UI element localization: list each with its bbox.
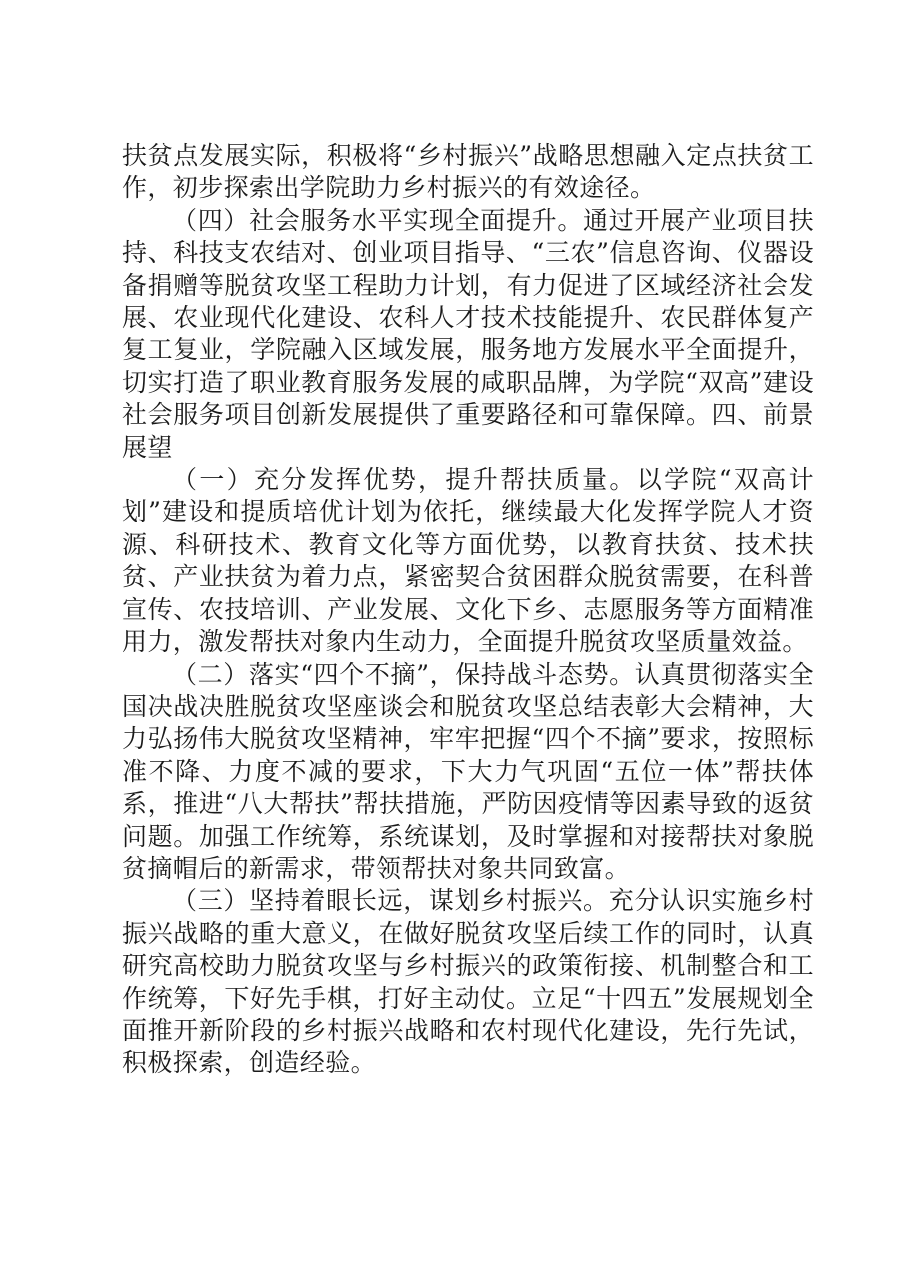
- paragraph-4: （二）落实“四个不摘”，保持战斗态势。认真贯彻落实全国决战决胜脱贫攻坚座谈会和脱贫攻坚总结表彰大会精神，大力弘扬伟大脱贫攻坚精神，牢牢把握“四个不摘”要求，按照标准不降、力度不减的要求，下大力气巩固“五位一体”帮扶体系，推进“八大帮扶”帮扶措施，严防因疫情等因素导致的返贫问题。加强工作统筹，系统谋划，及时掌握和对接帮扶对象脱贫摘帽后的新需求，带领帮扶对象共同致富。: [122, 659, 814, 883]
- document-body: [122, 140, 814, 1080]
- paragraph-2: （四）社会服务水平实现全面提升。通过开展产业项目扶持、科技支农结对、创业项目指导、“三农”信息咨询、仪器设备捐赠等脱贫攻坚工程助力计划，有力促进了区域经济社会发展、农业现代化建设、农科人才技术技能提升、农民群体复产复工复业，学院融入区域发展，服务地方发展水平全面提升，切实打造了职业教育服务发展的咸职品牌，为学院“双高”建设社会服务项目创新发展提供了重要路径和可靠保障。四、前景展望: [122, 205, 814, 462]
- paragraph-5: （三）坚持着眼长远，谋划乡村振兴。充分认识实施乡村振兴战略的重大意义，在做好脱贫攻坚后续工作的同时，认真研究高校助力脱贫攻坚与乡村振兴的政策衔接、机制整合和工作统筹，下好先手棋，打好主动仗。立足“十四五”发展规划全面推开新阶段的乡村振兴战略和农村现代化建设，先行先试，积极探索，创造经验。: [122, 886, 814, 1078]
- paragraph-3: （一）充分发挥优势，提升帮扶质量。以学院“双高计划”建设和提质培优计划为依托，继续最大化发挥学院人才资源、科研技术、教育文化等方面优势，以教育扶贫、技术扶贫、产业扶贫为着力点，紧密契合贫困群众脱贫需要，在科普宣传、农技培训、产业发展、文化下乡、志愿服务等方面精准用力，激发帮扶对象内生动力，全面提升脱贫攻坚质量效益。: [122, 465, 814, 657]
- paragraph-1: 扶贫点发展实际，积极将“乡村振兴”战略思想融入定点扶贫工作，初步探索出学院助力乡村振兴的有效途径。: [122, 141, 814, 203]
